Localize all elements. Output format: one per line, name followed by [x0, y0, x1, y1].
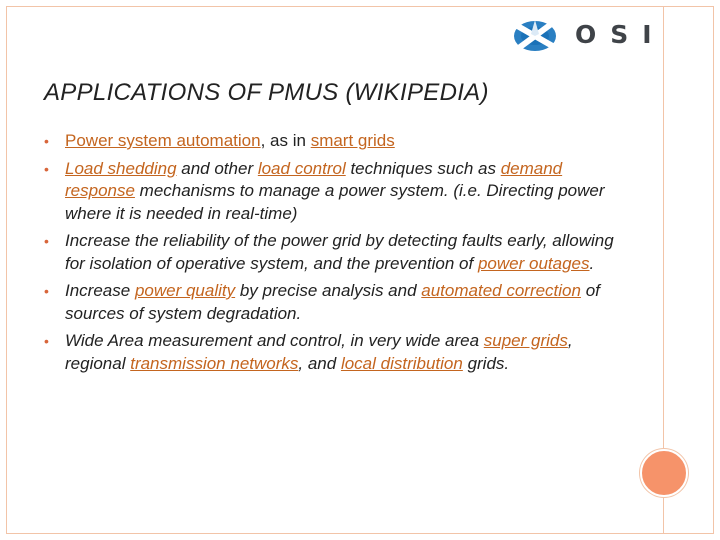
bullet-item	[44, 280, 634, 325]
bullet-text: , and	[298, 353, 341, 373]
bullet-item	[44, 158, 634, 226]
wiki-link[interactable]: transmission networks	[130, 353, 299, 373]
bullet-text: and other	[176, 158, 258, 178]
logo-wordmark: OSI	[575, 20, 666, 49]
bullet-item	[44, 230, 634, 275]
slide-title: APPLICATIONS OF PMUS (WIKIPEDIA)	[44, 79, 489, 106]
osi-logo-mark-icon	[508, 14, 568, 58]
wiki-link[interactable]: smart grids	[310, 131, 395, 150]
bullet-text: mechanisms to manage a power system. (i.e. Directing power where it is needed in real-time)	[65, 181, 605, 223]
bullet-text: , regional	[65, 331, 573, 373]
bullet-text: of sources of system degradation.	[65, 281, 600, 323]
bullet-text: .	[589, 253, 595, 273]
bullet-item	[44, 130, 634, 153]
wiki-link[interactable]: local distribution	[340, 353, 463, 373]
bullet-text: Increase	[65, 281, 135, 300]
wiki-link[interactable]: super grids	[483, 331, 568, 350]
bullet-text: by precise analysis and	[235, 281, 422, 300]
wiki-link[interactable]: load control	[257, 158, 346, 178]
wiki-link[interactable]: power quality	[134, 281, 236, 300]
bullet-text: Wide Area measurement and control, in very wide area	[65, 331, 484, 350]
bullet-text: Increase the reliability of the power grid by detecting faults early, allowing for isolation of operative system, and the prevention of	[65, 231, 614, 273]
decorative-circle	[640, 449, 688, 497]
bullet-list	[44, 130, 634, 380]
wiki-link[interactable]: power outages	[477, 253, 590, 273]
wiki-link[interactable]: Power system automation	[65, 131, 261, 150]
wiki-link[interactable]: Load shedding	[65, 158, 177, 178]
bullet-item	[44, 330, 634, 375]
wiki-link[interactable]: automated correction	[421, 281, 581, 300]
bullet-text: techniques such as	[345, 158, 501, 178]
bullet-text: , as in	[260, 131, 311, 150]
bullet-text: grids.	[462, 353, 510, 373]
osi-logo	[508, 14, 666, 58]
wiki-link[interactable]: demand response	[65, 158, 563, 200]
